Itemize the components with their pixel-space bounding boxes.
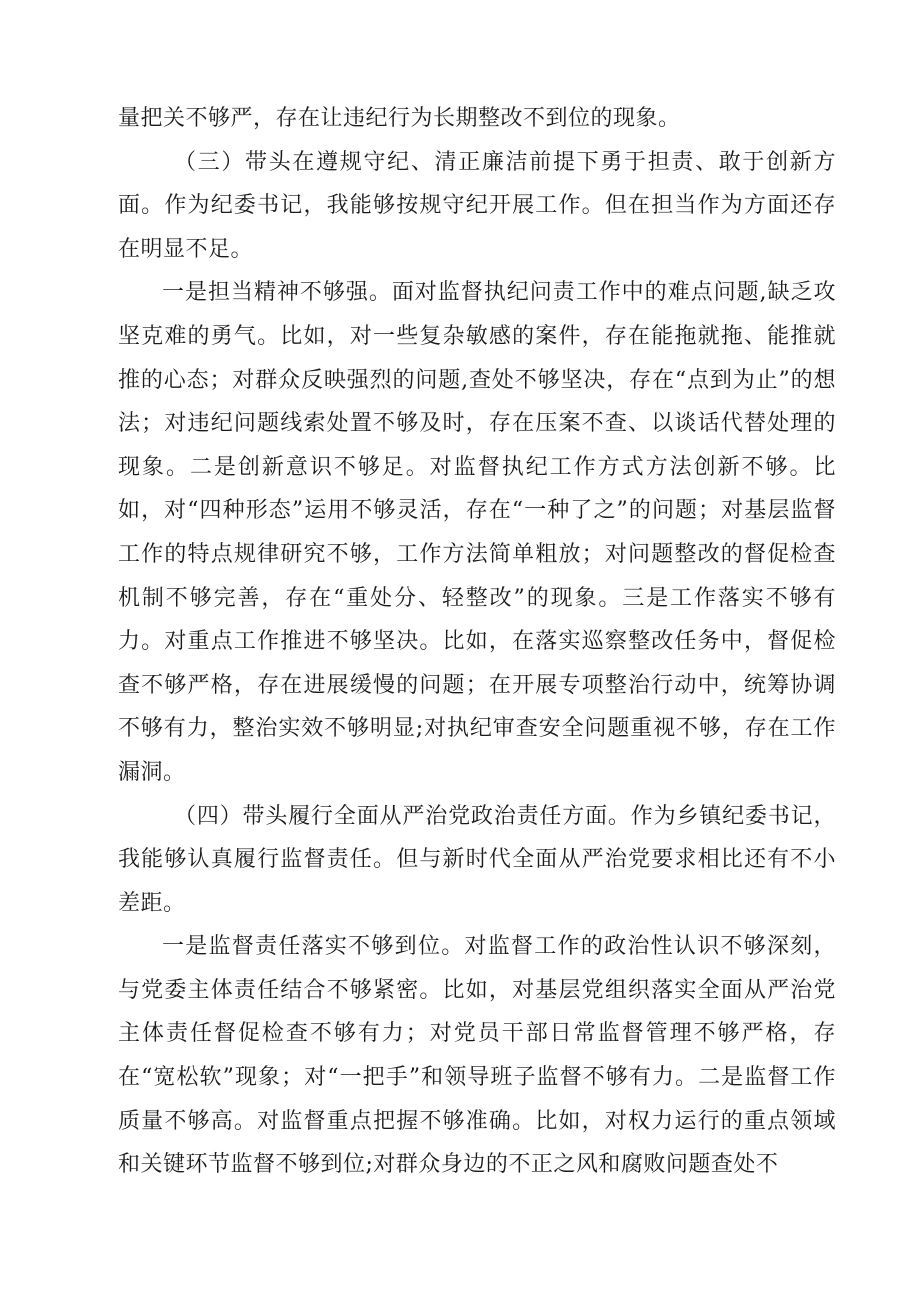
paragraph-section-three-details: 一是担当精神不够强。面对监督执纪问责工作中的难点问题,缺乏攻坚克难的勇气。比如，对一些复杂敏感的案件，存在能拖就拖、能推就推的心态；对群众反映强烈的问题,查处不够坚决，存在“点到为止”的想法；对违纪问题线索处置不够及时，存在压案不查、以谈话代替处理的现象。二是创新意识不够足。对监督执纪工作方式方法创新不够。比如，对“四种形态”运用不够灵活，存在“一种了之”的问题；对基层监督工作的特点规律研究不够，工作方法简单粗放；对问题整改的督促检查机制不够完善，存在“重处分、轻整改”的现象。三是工作落实不够有力。对重点工作推进不够坚决。比如，在落实巡察整改任务中，督促检查不够严格，存在进展缓慢的问题；在开展专项整治行动中，统筹协调不够有力，整治实效不够明显;对执纪审查安全问题重视不够，存在工作漏洞。 xyxy=(118,280,836,785)
paragraph-section-three: （三）带头在遵规守纪、清正廉洁前提下勇于担责、敢于创新方面。作为纪委书记，我能够按规守纪开展工作。但在担当作为方面还存在明显不足。 xyxy=(118,149,836,262)
paragraph-section-four: （四）带头履行全面从严治党政治责任方面。作为乡镇纪委书记，我能够认真履行监督责任。但与新时代全面从严治党要求相比还有不小差距。 xyxy=(118,803,836,916)
paragraph-continuation: 量把关不够严，存在让违纪行为长期整改不到位的现象。 xyxy=(118,106,681,131)
paragraph-section-four-details: 一是监督责任落实不够到位。对监督工作的政治性认识不够深刻，与党委主体责任结合不够紧密。比如，对基层党组织落实全面从严治党主体责任督促检查不够有力；对党员干部日常监督管理不够严格，存在“宽松软”现象；对“一把手”和领导班子监督不够有力。二是监督工作质量不够高。对监督重点把握不够准确。比如，对权力运行的重点领域和关键环节监督不够到位;对群众身边的不正之风和腐败问题查处不 xyxy=(118,934,836,1178)
document-body xyxy=(118,97,836,1187)
